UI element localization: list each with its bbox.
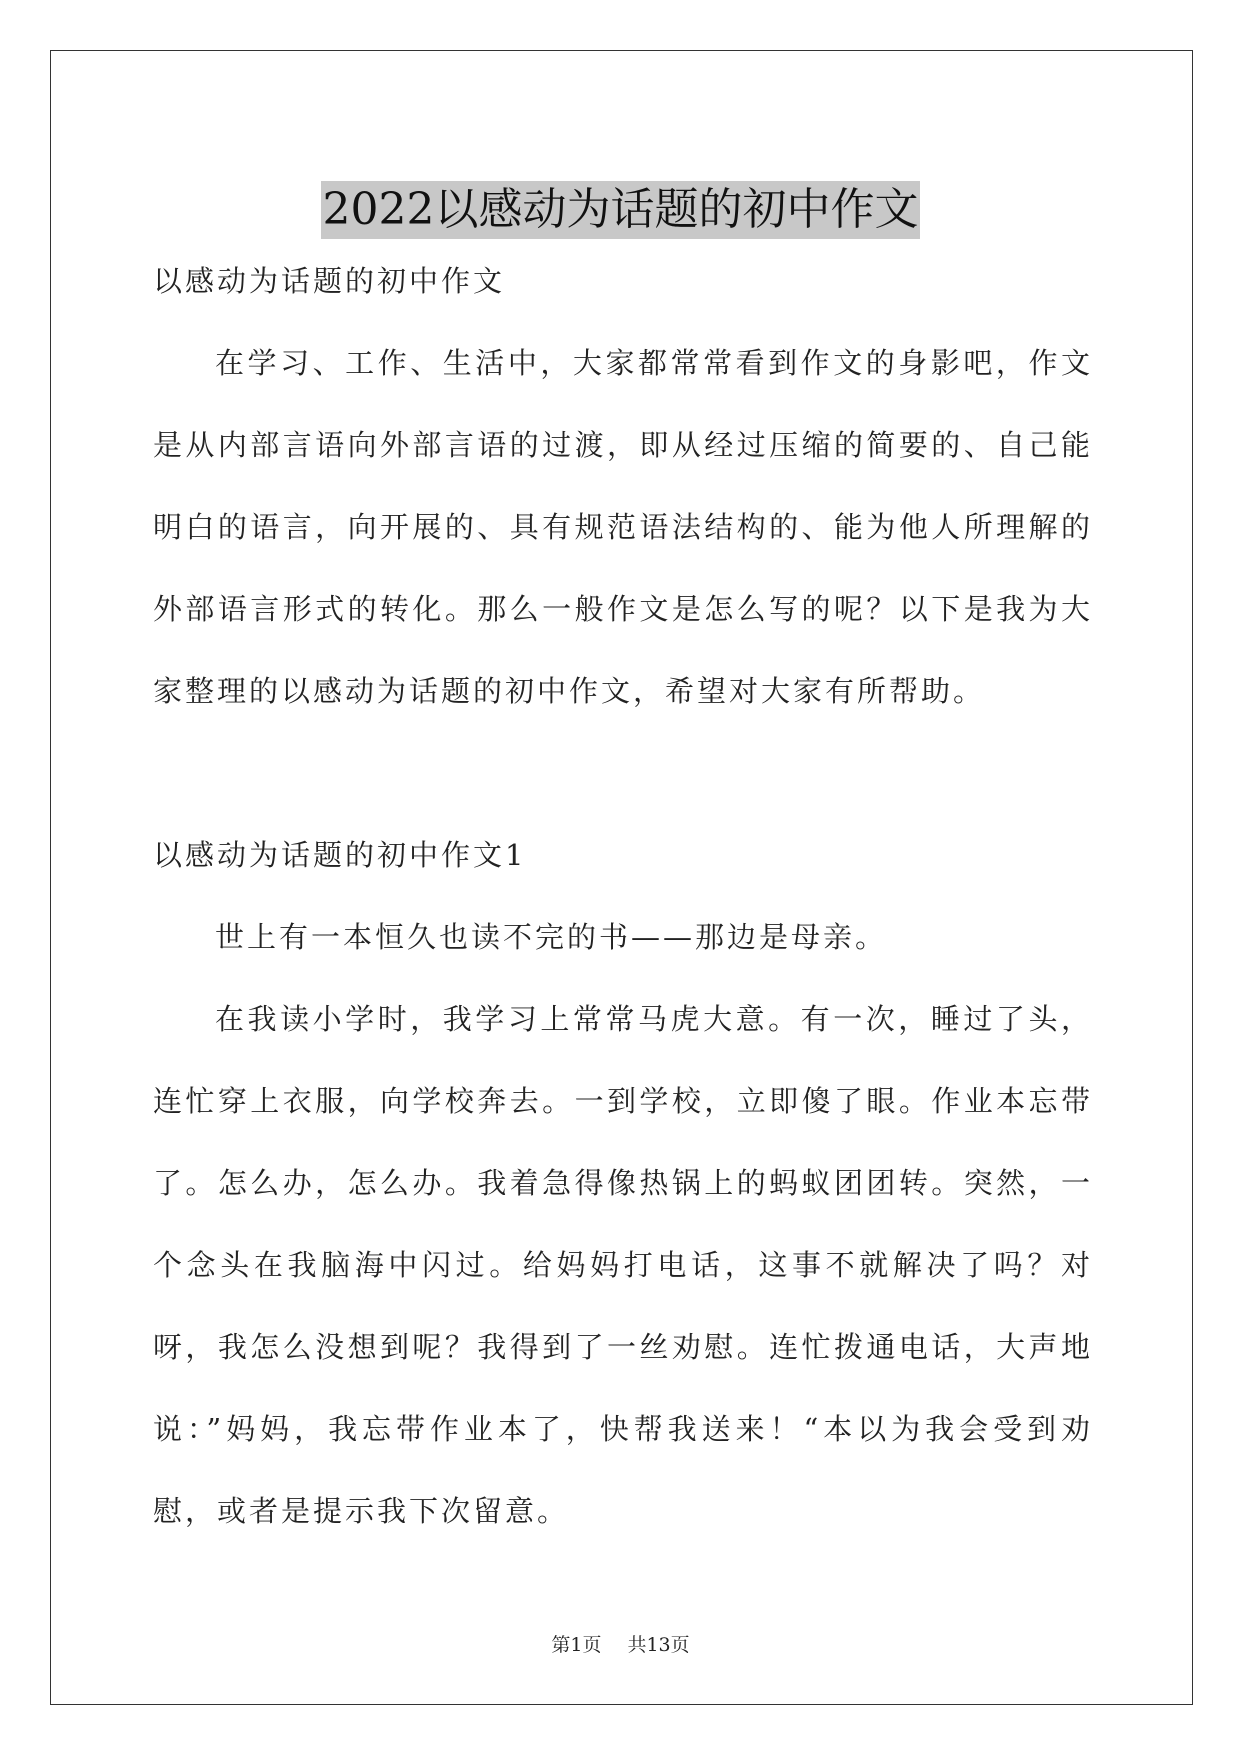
document-title: 2022以感动为话题的初中作文: [321, 181, 921, 239]
intro-paragraph: 在学习、工作、生活中，大家都常常看到作文的身影吧，作文是从内部言语向外部言语的过渡，即从经过压缩的简要的、自己能明白的语言，向开展的、具有规范语法结构的、能为他人所理解的外部语言形式的转化。那么一般作文是怎么写的呢？以下是我为大家整理的以感动为话题的初中作文，希望对大家有所帮助。: [153, 346, 1093, 708]
paragraph-gap: [153, 732, 1093, 814]
document-subtitle: 以感动为话题的初中作文: [153, 264, 506, 298]
body-paragraph: 在我读小学时，我学习上常常马虎大意。有一次，睡过了头，连忙穿上衣服，向学校奔去。一到学校，立即傻了眼。作业本忘带了。怎么办，怎么办。我着急得像热锅上的蚂蚁团团转。突然，一个念头在我脑海中闪过。给妈妈打电话，这事不就解决了吗？对呀，我怎么没想到呢？我得到了一丝劝慰。连忙拨通电话，大声地说：”妈妈，我忘带作业本了，快帮我送来！“本以为我会受到劝慰，或者是提示我下次留意。: [153, 1002, 1093, 1528]
page-total: 共13页: [627, 1634, 690, 1656]
page-footer: [0, 1630, 1241, 1657]
page-number: 第1页: [551, 1634, 602, 1656]
document-body: [153, 240, 1093, 1552]
body-paragraph: 世上有一本恒久也读不完的书——那边是母亲。: [215, 920, 888, 954]
section-heading: 以感动为话题的初中作文1: [153, 838, 527, 872]
